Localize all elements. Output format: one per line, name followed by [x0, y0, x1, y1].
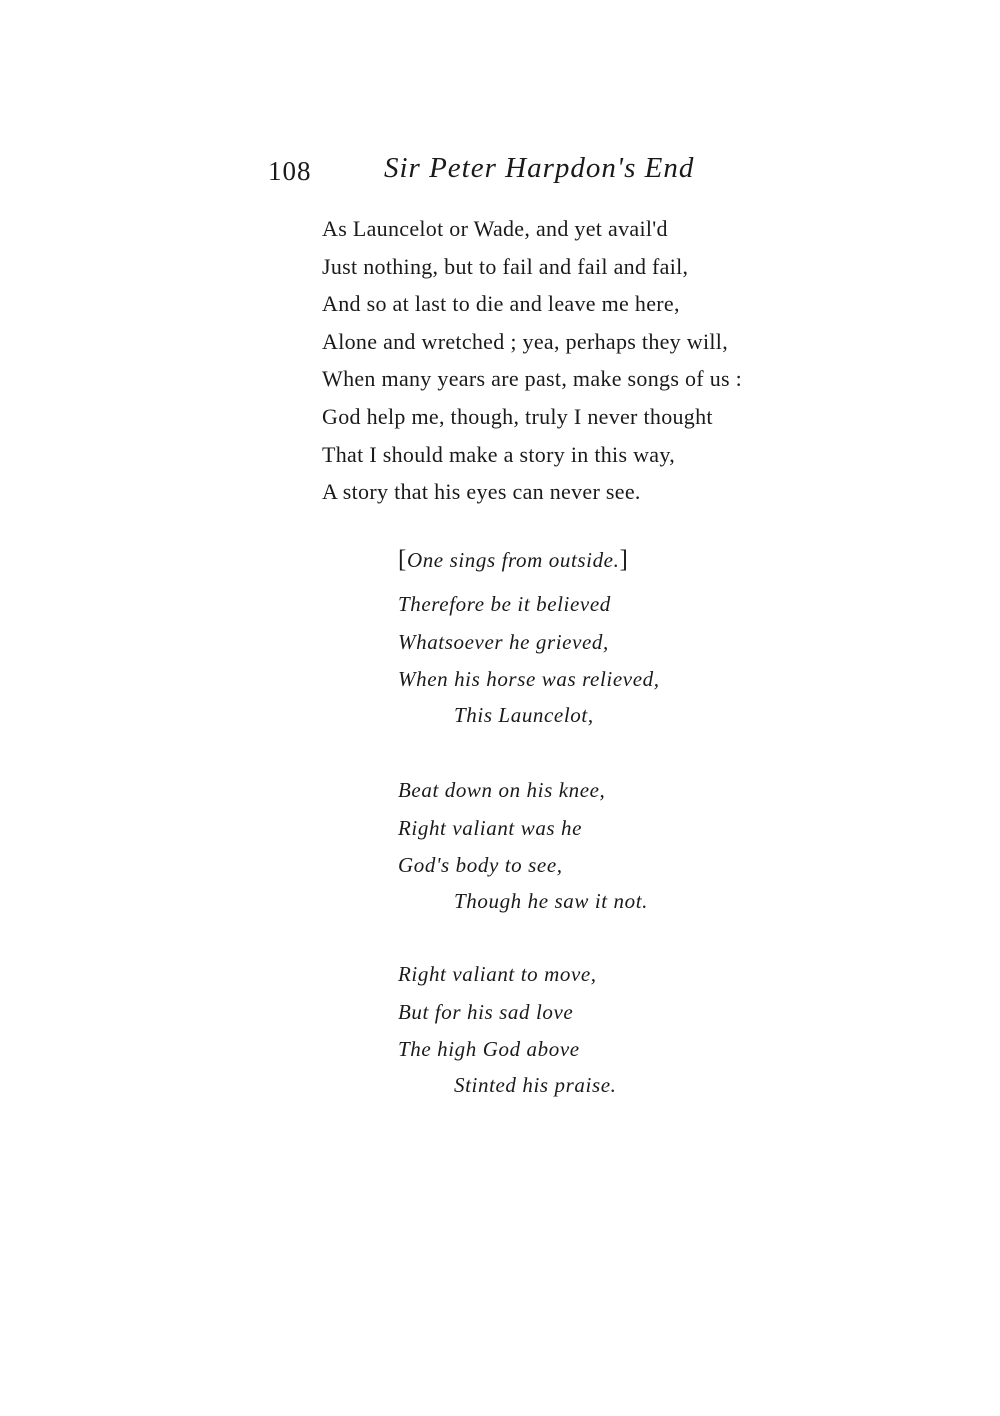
- song-line: Therefore be it believed: [398, 592, 611, 616]
- song-stanza-2: [398, 772, 758, 917]
- page-number: 108: [268, 156, 312, 186]
- song-line: Right valiant to move,: [398, 962, 597, 986]
- song-stanza-1: [398, 586, 758, 731]
- main-stanza: [322, 210, 842, 511]
- song-line: Beat down on his knee,: [398, 778, 606, 802]
- verse-line: Just nothing, but to fail and fail and fail,: [322, 253, 689, 279]
- song-line: But for his sad love: [398, 999, 574, 1024]
- verse-line: Alone and wretched ; yea, perhaps they will,: [322, 328, 729, 354]
- stage-direction-close-bracket: ]: [619, 546, 629, 573]
- verse-line: When many years are past, make songs of us :: [322, 366, 743, 392]
- verse-line: And so at last to die and leave me here,: [322, 291, 680, 317]
- song-line: When his horse was relieved,: [398, 667, 660, 691]
- verse-line: As Launcelot or Wade, and yet avail'd: [322, 216, 668, 241]
- song-line: God's body to see,: [398, 853, 563, 877]
- song-refrain-line: Stinted his praise.: [454, 1072, 617, 1097]
- running-title: Sir Peter Harpdon's End: [384, 152, 695, 184]
- song-line: Right valiant was he: [398, 815, 583, 840]
- stage-direction-open-bracket: [: [398, 546, 407, 573]
- song-line: Whatsoever he grieved,: [398, 629, 609, 654]
- verse-line: That I should make a story in this way,: [322, 441, 676, 467]
- stage-direction-text: One sings from outside.: [406, 548, 620, 572]
- verse-line: God help me, though, truly I never thought: [322, 403, 713, 429]
- verse-line: A story that his eyes can never see.: [322, 479, 641, 505]
- song-stanza-3: [398, 956, 758, 1101]
- stage-direction: [398, 546, 628, 574]
- song-refrain-line: This Launcelot,: [454, 702, 594, 727]
- page-header: [268, 150, 748, 194]
- song-refrain-line: Though he saw it not.: [454, 888, 649, 913]
- song-line: The high God above: [398, 1037, 580, 1061]
